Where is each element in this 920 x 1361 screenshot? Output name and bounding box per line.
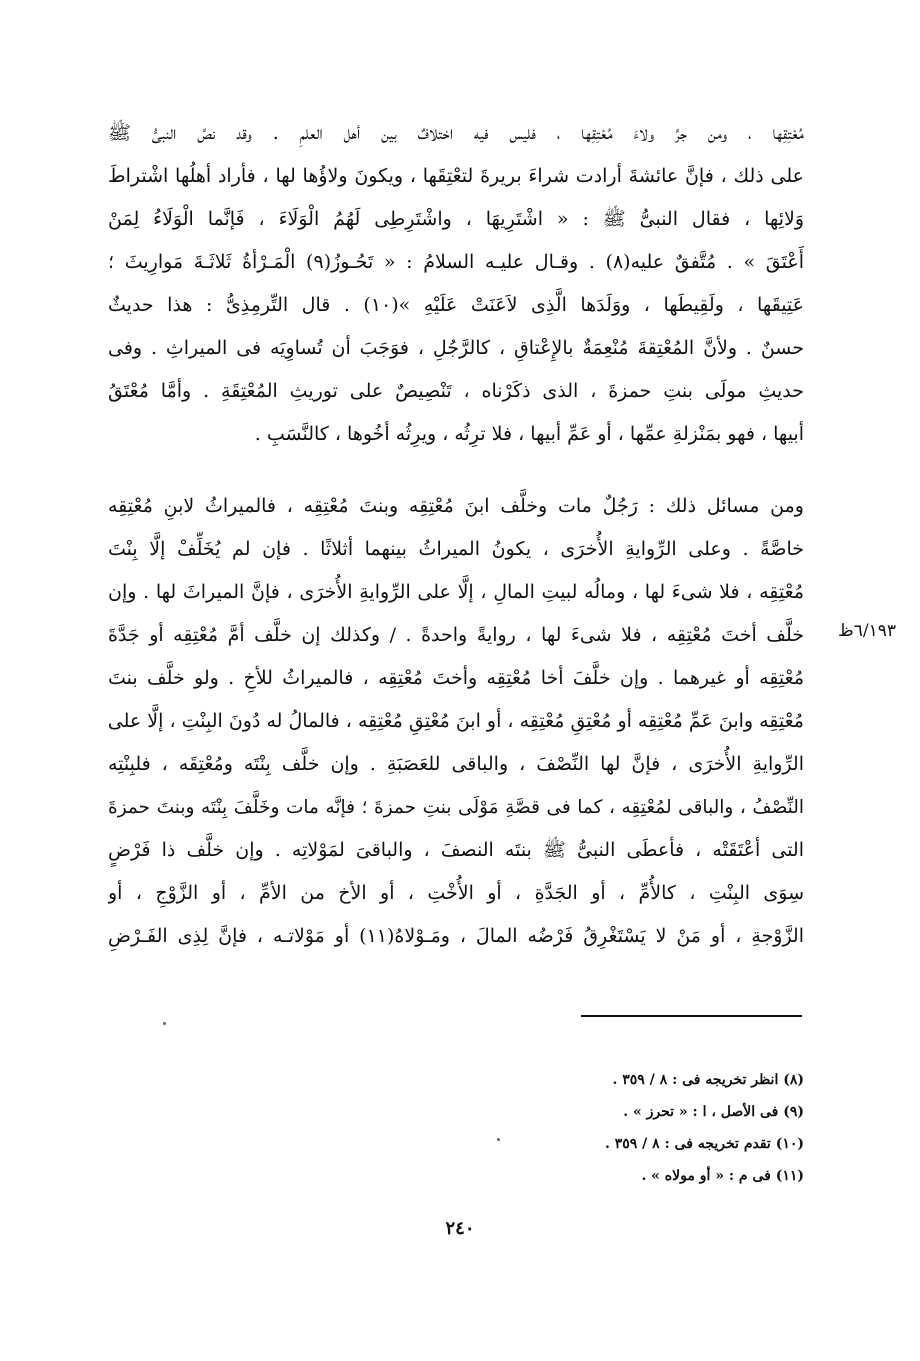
page-number: ٢٤٠ xyxy=(445,1218,475,1239)
text-line: على ذلك ، فإنَّ عائشةَ أرادت شراءَ بريرةَ لتعْتِقَها ، ويكونَ ولاؤُها لها ، فأراد أهلُها اشْتراطَ xyxy=(108,165,804,187)
text-line: وَلائِها ، فقال النبىُّ ﷺ : « اشْتَرِيهَا ، واشْتَرِطِى لَهُمُ الْوَلَاءَ ، فَإنَّما الْوَلَاءُ لِمَنْ xyxy=(108,208,804,230)
footnote-separator xyxy=(581,1015,802,1017)
text-line: النِّصْفُ ، والباقى لمُعْتِقِه ، كما فى قصَّةِ مَوْلَى بنتِ حمزةَ ؛ فإنَّه مات وخَلَّفَ بِنْتَه وبنتَ حمزةَ xyxy=(108,797,804,818)
text-line: أبيها ، فهو بمَنْزلةِ عمِّها ، أو عَمِّ أبيها ، فلا ترِثُه ، ويرِثُه أخُوها ، كالنَّسَبِ . xyxy=(254,423,804,445)
text-line: حديثِ مولَى بنتِ حمزةَ ، الذى ذكَرْناه ، تَنْصِيصٌ على توريثِ المُعْتِقَةِ . وأمَّا مُعْتَقُ xyxy=(108,380,804,402)
text-line: عَتِيقَها ، ولَقِيطَها ، ووَلَدَها الَّذِى لاَعَنَتْ عَلَيْهِ »(١٠) . قال التِّرمِذِىُّ : هذا حديثٌ xyxy=(108,294,804,316)
text-line: أَعْتَقَ » . مُتَّفقٌ عليه(٨) . وقـال عليـه السلامُ : « تَحُـوزُ(٩) الْمَـرْأةُ ثَلاثَـةَ مَوارِيثَ ؛ xyxy=(108,251,804,273)
paragraph-1 xyxy=(108,112,804,456)
scan-speck xyxy=(163,1022,166,1025)
footnote: (٩) فى الأصل ، ا : « تحرز » . xyxy=(623,1104,804,1120)
manuscript-folio-marker: ٦/١٩٣ظ xyxy=(838,621,896,641)
text-line: مُعْتِقِه وابنَ عَمِّ مُعْتِقِه أو مُعْتِقِ مُعْتِقِه ، أو ابنَ مُعْتِقِ مُعْتِقِه ، فالمالُ له دُونَ البِنْتِ ، إلَّا على xyxy=(108,710,804,732)
text-line: خاصَّةً . وعلى الرِّوايةِ الأُخرَى ، يكونُ الميراثُ بينهما أثلاثًا . فإن لم يُخَلِّفْ إلَّا بِنْتَ xyxy=(108,538,804,560)
text-line: خلَّف أختَ مُعْتِقِه ، فلا شىءَ لها ، روايةً واحدةً . / وكذلك إن خلَّف أمَّ مُعْتِقِه أو جَدَّةَ xyxy=(108,624,804,646)
scan-speck xyxy=(497,1138,500,1141)
paragraph-2 xyxy=(108,485,804,958)
footnote: (٨) انظر تخريجه فى : ٨ / ٣٥٩ . xyxy=(612,1072,804,1088)
text-line: مُعْتِقِه ، فلا شىءَ لها ، ومالُه لبيتِ المالِ ، إلَّا على الرِّوايةِ الأُخرَى ، فإنَّ الميراثَ لها . وإن xyxy=(108,581,804,603)
text-line: التى أعْتَقَتْه ، فأعطَى النبىُّ ﷺ بنتَه النصفَ ، والباقىَ لمَوْلاتِه . وإن خلَّف ذا فَرْضٍ xyxy=(108,839,804,861)
footnotes xyxy=(500,1064,804,1192)
footnote: (١١) فى م : « أو مولاه » . xyxy=(641,1168,804,1184)
text-line: ومن مسائل ذلك : رَجُلٌ مات وخلَّف ابنَ مُعْتِقِه وبنتَ مُعْتِقِه ، فالميراثُ لابنِ مُعْتِقِه xyxy=(108,495,804,517)
text-line: الزَّوْجةِ ، أو مَنْ لا يَسْتَغْرِقُ فَرْضُه المالَ ، ومَـوْلاهُ(١١) أو مَوْلاتـه ، فإنَّ لِذِى الفَـرْضِ xyxy=(108,925,804,947)
text-line: مُعْتِقِه أو غيرهما . وإن خلَّفَ أخا مُعْتِقِه وأختَ مُعْتِقِه ، فالميراثُ للأخِ . ولو خلَّف بنتَ xyxy=(108,667,804,689)
text-line: مُعْتِقِها ، ومن جرَّ ولاءَ مُعْتِقِها ، فليس فيه اختلافٌ بين أهل العلمِ . وقد نصَّ النبىُّ ﷺ xyxy=(108,122,804,144)
text-line: سِوَى البِنْتِ ، كالأُمِّ ، أو الجَدَّةِ ، أو الأُخْتِ ، أو الأخ من الأمِّ ، أو الزَّوْجِ ، أو xyxy=(108,882,804,904)
text-line: الرِّوايةِ الأُخرَى ، فإنَّ لها النِّصْفَ ، والباقى للعَصَبَةِ . وإن خلَّف بِنْتَه ومُعْتِقَه ، فلبِنْتِه xyxy=(108,753,804,775)
footnote: (١٠) تقدم تخريجه فى : ٨ / ٣٥٩ . xyxy=(604,1136,804,1152)
text-line: حسنٌ . ولأنَّ المُعْتِقةَ مُنْعِمَةٌ بالإِعْتاقِ ، كالرَّجُلِ ، فوَجَبَ أن تُساوِيَه فى الميراثِ . وفى xyxy=(108,337,804,359)
